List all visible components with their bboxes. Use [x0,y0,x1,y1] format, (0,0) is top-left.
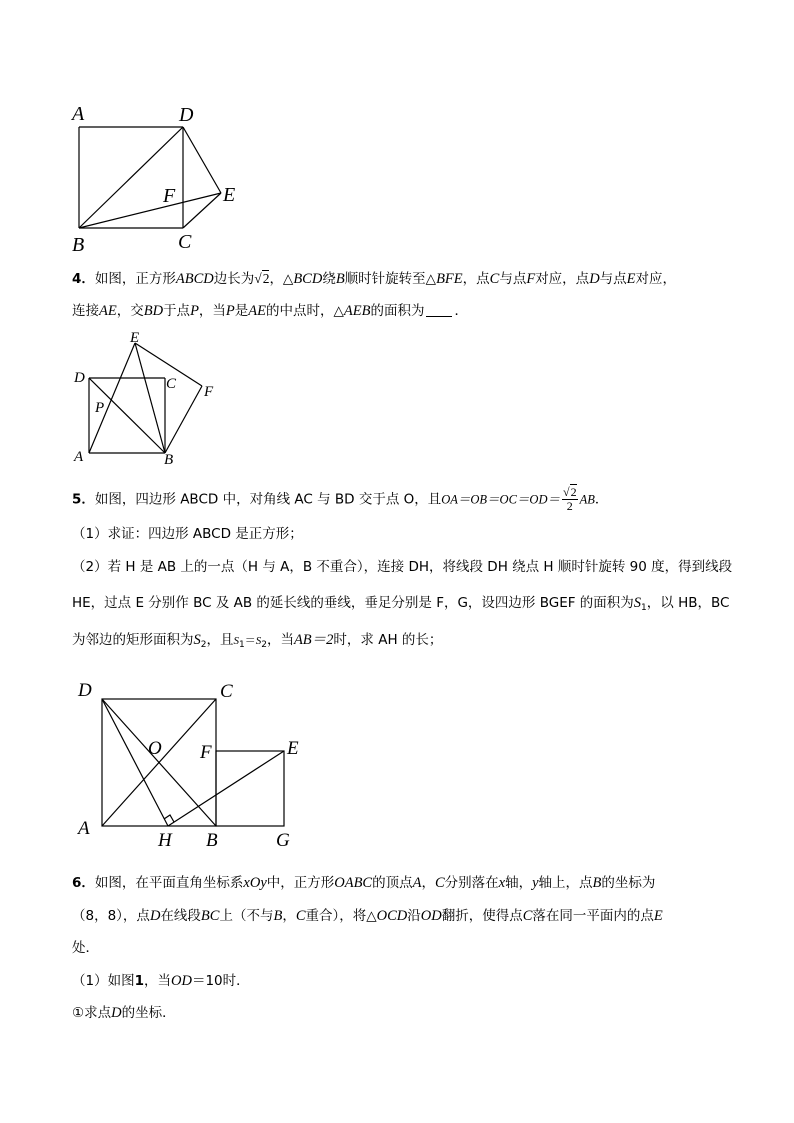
q4-text: 对应， [635,271,677,287]
label-g: G [276,830,290,851]
q6-line-2 [72,906,663,926]
q5-math: S [633,595,642,611]
q6-text: 如图，在平面直角坐标系 [94,875,244,891]
q5-part-2-line-2 [72,593,729,618]
figure-1-svg [66,100,246,260]
label-c: C [220,681,233,702]
figure-1 [66,100,246,260]
label-a: A [78,818,90,839]
answer-blank [426,302,452,317]
segment-fb [165,386,202,453]
q6-math: E [653,908,663,924]
figure-3-svg [76,676,336,856]
q5-fraction [562,486,578,513]
q5-subscript: 2 [200,640,207,650]
q5-text: 时，求 AH 的长； [333,632,443,648]
q4-line-1 [72,269,676,289]
q4-text: 是 [234,303,249,319]
q5-equation: OA＝OB＝OC＝OD＝ [441,492,560,507]
label-f: F [204,384,214,400]
q5-subscript: 1 [238,640,245,650]
label-b: B [164,452,174,468]
q6-math: ＝10 [191,973,223,989]
q5-part-2-line-3 [72,630,442,655]
q5-number: 5． [72,491,95,508]
q6-figure-number: 1 [134,973,144,989]
q6-math: y [532,875,539,891]
q6-part-1 [72,971,250,991]
q4-math: AE [99,303,117,319]
segment-ae [89,343,135,453]
figure-2 [66,330,226,470]
q6-text: （1）如图 [72,973,135,989]
segment-he [168,751,284,826]
q6-math: C [522,908,533,924]
q6-math: OD [171,973,192,989]
q5-math: S [193,632,201,648]
q6-text: 上（不与 [219,908,274,924]
label-b: B [206,830,218,851]
q4-math: C [489,271,500,287]
q6-math: D [149,908,161,924]
q6-text: 翻折，使得点 [441,908,523,924]
q4-math: F [526,271,536,287]
q5-text: ． [594,491,609,508]
q6-text: ， [282,908,296,924]
q6-text: 的顶点 [372,875,413,891]
q4-math: BD [143,303,164,319]
q4-text: 的面积为 [370,303,425,319]
q4-math: AE [248,303,266,319]
label-a: A [74,449,84,465]
q4-sqrt-radicand: 2 [262,271,270,286]
q6-line-1 [72,873,655,893]
label-b: B [72,234,85,256]
q6-math: B [592,875,602,891]
q4-text: 的中点时，△ [266,303,344,319]
q4-math: BFE [436,271,463,287]
q5-part-1: （1）求证：四边形 ABCD 是正方形； [72,526,303,542]
q4-math: D [589,271,600,287]
q6-text: 沿 [407,908,421,924]
label-e: E [287,738,299,759]
q5-text: ，以 HB，BC [646,595,730,611]
q4-text: 顺时针旋转至△ [344,271,437,287]
q6-text: 轴上，点 [538,875,593,891]
q5-text: 如图，四边形 ABCD 中，对角线 AC 与 BD 交于点 O，且 [94,491,442,508]
figure-3 [76,676,336,856]
q4-text: 与点 [499,271,527,287]
q6-text: 的坐标． [121,1005,176,1021]
q6-math: D [111,1005,122,1021]
q4-text: 对应，点 [535,271,590,287]
q6-text: ①求点 [72,1005,112,1021]
q6-math: OD [420,908,442,924]
fraction-numerator: √2 [562,485,577,499]
q4-number: 4． [72,271,95,287]
q6-math: B [273,908,283,924]
q4-math: P [190,303,199,319]
label-o: O [148,738,162,759]
q4-text: 与点 [599,271,627,287]
q5-math: AB＝2 [293,632,334,648]
segment-bd [79,127,183,228]
q5-math: S [233,635,239,647]
q6-text: ，当 [144,973,171,989]
q5-line-1 [72,486,608,513]
label-f: F [163,185,176,207]
q5-part-2-line-1: （2）若 H 是 AB 上的一点（H 与 A，B 不重合），连接 DH，将线段 DH 绕点 H 顺时针旋转 90 度，得到线段 [72,559,733,575]
label-h: H [158,830,172,851]
label-f: F [200,742,212,763]
q6-text: 落在同一平面内的点 [532,908,654,924]
q6-text: 在线段 [160,908,201,924]
label-c: C [178,231,192,253]
q5-math: AB [579,492,595,507]
q4-text: 如图，正方形 [94,271,176,287]
q6-line-3: 处． [72,940,99,956]
q4-text: ，当 [198,303,226,319]
q4-math: AEB [343,303,371,319]
label-d: D [78,680,92,701]
q5-text: ，当 [266,632,294,648]
segment-dh [102,699,168,826]
q5-text: 为邻边的矩形面积为 [72,632,194,648]
q4-math: BCD [293,271,323,287]
q6-math: OCD [376,908,408,924]
q6-text: （8，8），点 [72,908,150,924]
q4-line-2 [72,301,468,321]
q6-text: 轴， [505,875,533,891]
q6-text: 中，正方形 [266,875,335,891]
q4-sqrt: √2 [254,271,270,286]
q4-text: 连接 [72,303,99,319]
q4-text: ，点 [462,271,490,287]
q6-number: 6． [72,875,95,891]
segment-de [183,127,221,193]
q6-text: ， [421,875,435,891]
q4-text: 于点 [163,303,191,319]
q4-text: ，交 [116,303,144,319]
q5-subscript: 2 [261,640,267,650]
q6-text: 时． [222,973,250,989]
q4-text: 绕 [322,271,336,287]
label-d: D [179,104,194,126]
q6-math: xOy [243,875,267,891]
q4-math: B [335,271,345,287]
q6-math: BC [200,908,220,924]
q6-math: C [434,875,445,891]
fraction-radicand: 2 [570,485,577,499]
q4-text: ，△ [269,271,294,287]
segment-be [79,193,221,228]
q4-math: E [626,271,636,287]
q6-text: 重合），将△ [305,908,377,924]
label-c: C [166,376,177,392]
q6-math: x [498,875,506,891]
q6-text: 分别落在 [444,875,499,891]
q6-math: C [295,908,306,924]
q5-math: ＝ [244,634,256,647]
q5-text: HE，过点 E 分别作 BC 及 AB 的延长线的垂线，垂足分别是 F，G，设四边形 BGEF 的面积为 [72,595,634,611]
q5-text: ，且 [206,632,234,648]
q5-subscript: 1 [641,603,647,613]
fraction-denominator: 2 [566,499,573,513]
label-e: E [130,330,140,346]
q6-math: OABC [334,875,373,891]
q6-subpart-1 [72,1003,176,1023]
label-p: P [95,400,105,416]
q6-math: A [412,875,422,891]
q4-text: ． [454,303,468,319]
label-a: A [72,103,85,125]
figure-2-svg [66,330,226,470]
q5-math: S [255,635,262,647]
q4-text: 边长为 [213,271,255,287]
label-d: D [74,370,85,386]
q4-math: ABCD [175,271,214,287]
q4-math: P [225,303,235,319]
q6-text: 的坐标为 [601,875,656,891]
label-e: E [223,184,236,206]
